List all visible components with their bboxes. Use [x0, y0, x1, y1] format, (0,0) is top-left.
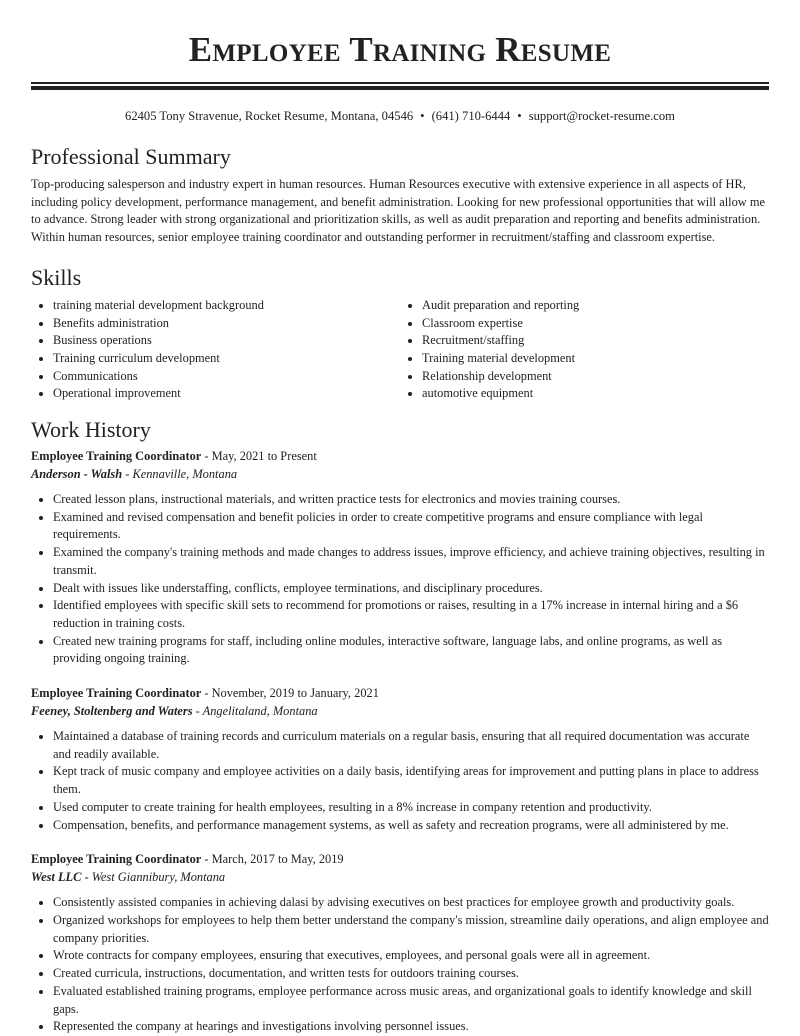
job-bullet: • Identified employees with specific skill sets to recommend for promotions or raises, resulting in a 17% increase in internal hiring and a $6 reduction in training costs. [53, 597, 769, 632]
separator: • [517, 109, 522, 123]
job-entry [31, 447, 769, 668]
job-header: Employee Training Coordinator - November, 2019 to January, 2021 [31, 686, 379, 701]
work-history-heading: Work History [31, 417, 151, 443]
job-bullet: • Kept track of music company and employee activities on a daily basis, identifying areas for improvement and putting plans in place to address them. [53, 763, 769, 798]
job-company-line: Feeney, Stoltenberg and Waters - Angelitaland, Montana [31, 704, 318, 719]
job-location: West Giannibury, Montana [91, 870, 226, 885]
work-history-list [31, 447, 769, 1036]
job-company-line: West LLC - West Giannibury, Montana [31, 870, 226, 885]
skill-item: • automotive equipment [422, 385, 769, 403]
job-bullet: • Dealt with issues like understaffing, conflicts, employee terminations, and disciplinary procedures. [53, 580, 769, 598]
skill-item: • Operational improvement [53, 385, 400, 403]
contact-line [31, 108, 769, 124]
job-header: Employee Training Coordinator - May, 2021 to Present [31, 449, 317, 464]
skill-item: • Benefits administration [53, 315, 400, 333]
separator: • [420, 109, 425, 123]
summary-heading: Professional Summary [31, 144, 231, 169]
job-location: Kennaville, Montana [132, 467, 238, 482]
skill-item: • Recruitment/staffing [422, 332, 769, 350]
job-title: Employee Training Coordinator [31, 449, 202, 464]
job-bullet: • Created lesson plans, instructional materials, and written practice tests for electronics and movies training courses. [53, 491, 769, 509]
skill-item: • Training curriculum development [53, 350, 400, 368]
job-entry [31, 684, 769, 834]
skill-item: • Relationship development [422, 368, 769, 386]
skills-list [31, 297, 769, 403]
skill-item: • Audit preparation and reporting [422, 297, 769, 315]
contact-address: 62405 Tony Stravenue, Rocket Resume, Montana, 04546 [125, 109, 414, 123]
contact-phone: (641) 710-6444 [431, 109, 511, 123]
job-dates: March, 2017 to May, 2019 [211, 852, 344, 867]
job-bullet: • Examined the company's training methods and made changes to address issues, improve efficiency, and achieve training objectives, resulting in transmit. [53, 544, 769, 579]
summary-text: Top-producing salesperson and industry expert in human resources. Human Resources executive with extensive experience in all aspects of HR, including policy development, performance management, and benefit administration. Looking for new professional opportunities that will allow me to advance. Strong leader with strong organizational and prioritization skills, as well as audit preparation and reporting and benefits administration. Within human resources, senior employee training coordinator and outstanding performer in recruitment/staffing and classroom expertise. [31, 177, 765, 245]
job-bullet: • Used computer to create training for health employees, resulting in a 8% increase in company retention and productivity. [53, 799, 769, 817]
job-title: Employee Training Coordinator [31, 852, 202, 867]
job-bullet: • Wrote contracts for company employees, ensuring that executives, employees, and personal goals were all in agreement. [53, 947, 769, 965]
job-bullet: • Created new training programs for staff, including online modules, interactive software, language labs, and online programs, as well as providing ongoing training. [53, 633, 769, 668]
contact-email[interactable]: support@rocket-resume.com [528, 109, 675, 123]
skills-heading: Skills [31, 264, 82, 290]
company-name: West LLC [31, 870, 82, 885]
job-bullet: • Consistently assisted companies in achieving dalasi by advising executives on best practices for employee growth and productivity goals. [53, 894, 769, 912]
job-company-line: Anderson - Walsh - Kennaville, Montana [31, 467, 238, 482]
company-name: Anderson - Walsh [31, 467, 123, 482]
job-bullets [31, 728, 769, 834]
skills-column-left [31, 297, 400, 403]
job-dates: November, 2019 to January, 2021 [211, 686, 379, 701]
skill-item: • Business operations [53, 332, 400, 350]
skill-item: • Classroom expertise [422, 315, 769, 333]
job-bullet: • Created curricula, instructions, documentation, and written tests for outdoors training courses. [53, 965, 769, 983]
skill-item: • Communications [53, 368, 400, 386]
job-entry [31, 850, 769, 1036]
job-location: Angelitaland, Montana [202, 704, 318, 719]
skills-column-right [400, 297, 769, 403]
resume-title: Employee Training Resume [188, 30, 612, 69]
title-divider [31, 82, 769, 90]
job-title: Employee Training Coordinator [31, 686, 202, 701]
company-name: Feeney, Stoltenberg and Waters [31, 704, 193, 719]
job-bullets [31, 894, 769, 1036]
job-dates: May, 2021 to Present [211, 449, 317, 464]
job-bullets [31, 491, 769, 668]
job-bullet: • Evaluated established training programs, employee performance across music areas, and organizational goals to identify knowledge and skill gaps. [53, 983, 769, 1018]
job-bullet: • Examined and revised compensation and benefit policies in order to create competitive programs and ensure compliance with legal requirements. [53, 509, 769, 544]
skill-item: • training material development background [53, 297, 400, 315]
job-bullet: • Represented the company at hearings and investigations involving personnel issues. [53, 1018, 769, 1036]
skill-item: • Training material development [422, 350, 769, 368]
job-bullet: • Maintained a database of training records and curriculum materials on a regular basis, ensuring that all required documentation was accurate and readily available. [53, 728, 769, 763]
job-header: Employee Training Coordinator - March, 2017 to May, 2019 [31, 852, 344, 867]
job-bullet: • Compensation, benefits, and performance management systems, as well as safety and recreation programs, were all administered by me. [53, 817, 769, 835]
job-bullet: • Organized workshops for employees to help them better understand the company's mission, streamline daily operations, and align employee and company priorities. [53, 912, 769, 947]
